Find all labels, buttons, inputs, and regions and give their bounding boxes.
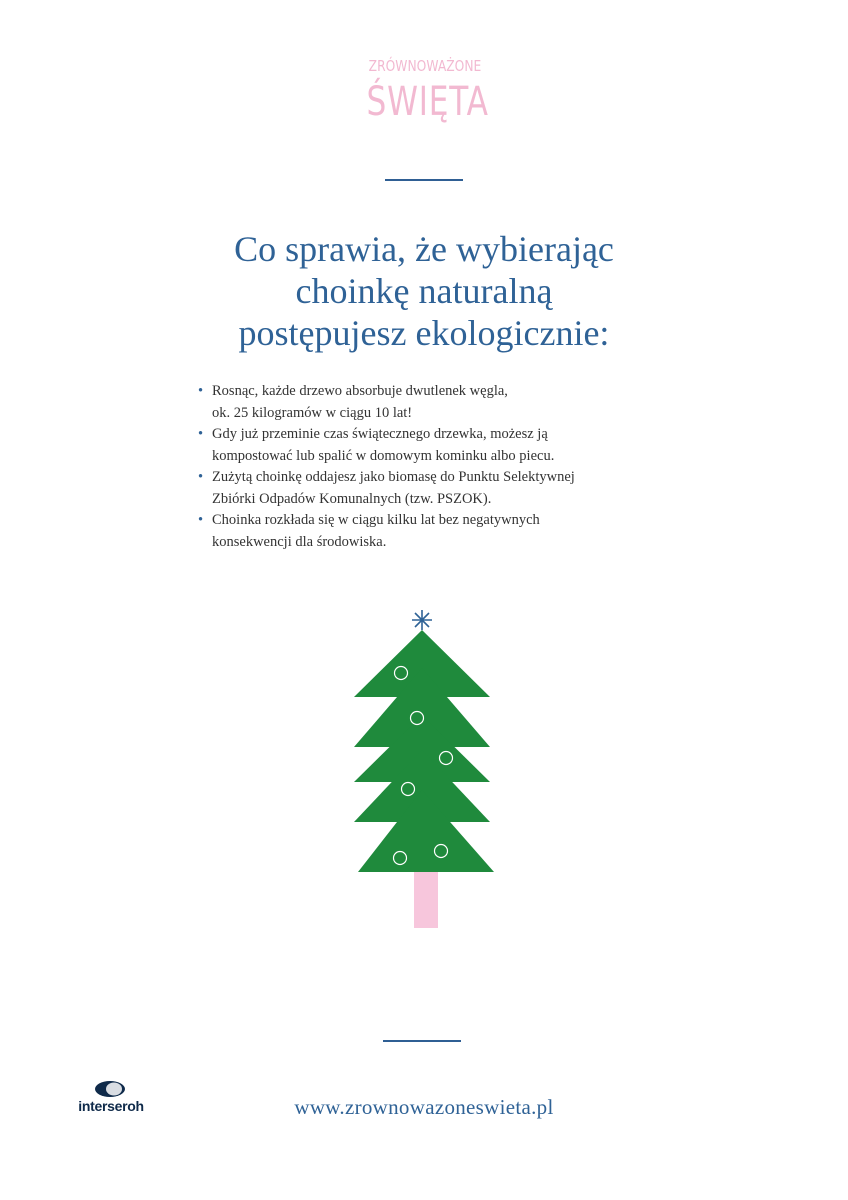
headline-line-2: choinkę naturalną: [295, 271, 553, 311]
list-item: [198, 381, 658, 424]
list-item: [198, 424, 658, 467]
headline-line-1: Co sprawia, że wybierając: [234, 229, 614, 269]
list-item-text: konsekwencji dla środowiska.: [212, 533, 387, 550]
tree-trunk: [414, 872, 438, 928]
brand-mark-icon: [94, 1080, 126, 1098]
list-item-text: Zużytą choinkę oddajesz jako biomasę do Punktu Selektywnej: [212, 469, 575, 485]
list-item-text: ok. 25 kilogramów w ciągu 10 lat!: [212, 404, 413, 421]
bullet-marker: •: [198, 512, 204, 528]
benefits-list: [198, 381, 658, 553]
brand-name: interseroh: [78, 1098, 144, 1114]
bullet-marker: •: [198, 469, 204, 485]
event-logo: [350, 54, 500, 126]
interseroh-logo: [70, 1080, 152, 1120]
headline: [160, 228, 688, 354]
bullet-marker: •: [198, 426, 204, 442]
list-item-text: Gdy już przeminie czas świątecznego drzewka, możesz ją: [212, 426, 548, 442]
bullet-marker: •: [198, 383, 204, 399]
top-divider: [385, 179, 463, 181]
list-item-text: Choinka rozkłada się w ciągu kilku lat bez negatywnych: [212, 512, 540, 528]
headline-line-3: postępujesz ekologicznie:: [238, 313, 610, 353]
tree-star-icon: [412, 610, 432, 630]
logo-subtitle: ZRÓWNOWAŻONE: [368, 57, 482, 75]
logo-title: ŚWIĘTA: [366, 79, 489, 125]
list-item-text: kompostować lub spalić w domowym kominku albo piecu.: [212, 447, 555, 464]
bottom-divider: [383, 1040, 461, 1042]
list-item-text: Rosnąc, każde drzewo absorbuje dwutlenek węgla,: [212, 383, 508, 399]
tree-crown: [354, 630, 494, 872]
list-item: [198, 467, 658, 510]
list-item-text: Zbiórki Odpadów Komunalnych (tzw. PSZOK).: [212, 490, 492, 507]
christmas-tree-icon: [352, 610, 496, 930]
list-item: [198, 510, 658, 553]
website-link[interactable]: www.zrownowazoneswieta.pl: [294, 1095, 554, 1119]
